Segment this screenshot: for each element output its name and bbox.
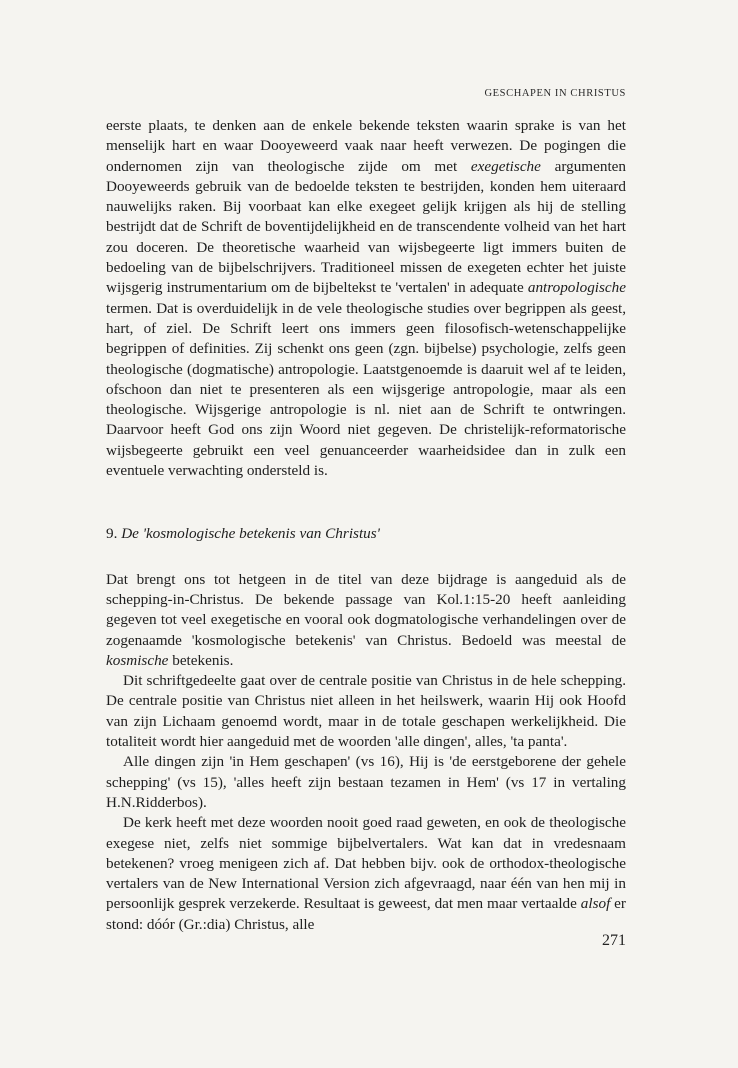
section-number: 9. — [106, 525, 118, 543]
paragraph: eerste plaats, te denken aan de enkele bekende teksten waarin sprake is van het menselijk hart en waar Dooyeweerd vaak naar heeft verwezen. De pogingen die ondernomen zijn van theologische zijde om met exegetische argumenten Dooyeweerds gebruik van de bedoelde teksten te bestrijden, konden hem uiteraard nauwelijks raken. Bij voorbaat kan elke exegeet gelijk krijgen als hij de stelling bestrijdt dat de Schrift de boventijdelijkheid en de transcendente volheid van het hart zou doceren. De theoretische waarheid van wijsbegeerte ligt immers buiten de bedoeling van de bijbelschrijvers. Traditioneel missen de exegeten echter het juiste wijsgerig instrumentarium om de bijbeltekst te 'vertalen' in adequate antropologische termen. Dat is overduidelijk in de vele theologische studies over begrippen als geest, hart, of ziel. De Schrift leert ons immers geen filosofisch-wetenschappelijke begrippen of definities. Zij schenkt ons geen (zgn. bijbelse) psychologie, zelfs geen theologische (dogmatische) antropologie. Laatstgenoemde is daaruit wel af te leiden, ofschoon dan niet te presenteren als een wijsgerige antropologie, maar als een theologische. Wijsgerige antropologie is nl. niet aan de Schrift te ontwringen. Daarvoor heeft God ons zijn Woord niet gegeven. De christelijk-reformatorische wijsbegeerte gebruikt een veel genuanceerder waarheidsidee dan in zulk een eventuele verwachting ondersteld is. — [106, 117, 626, 480]
emphasis: exegetische — [470, 157, 541, 175]
paragraph: Dat brengt ons tot hetgeen in de titel van deze bijdrage is aangeduid als de schepping-in-Christus. De bekende passage van Kol.1:15-20 heeft aanleiding gegeven tot veel exegetische en vooral ook dogmatologische verhandelingen over de zogenaamde 'kosmologische betekenis' van Christus. Bedoeld was meestal de kosmische betekenis. — [106, 570, 626, 669]
section-heading — [106, 524, 626, 544]
paragraph: Dit schriftgedeelte gaat over de centrale positie van Christus in de hele schepping. De centrale positie van Christus niet alleen in het heilswerk, waarin Hij ook Hoofd van zijn Lichaam genoemd wordt, maar in de totale geschapen werkelijkheid. Die totaliteit wordt hier aangeduid met de woorden 'alle dingen', alles, 'ta panta'. — [106, 672, 626, 751]
page-number: 271 — [602, 932, 626, 949]
emphasis: antropologische — [527, 279, 626, 297]
running-head: GESCHAPEN IN CHRISTUS — [484, 88, 626, 99]
emphasis: kosmische — [106, 651, 169, 669]
section-title: De 'kosmologische betekenis van Christus' — [121, 525, 380, 543]
paragraph: Alle dingen zijn 'in Hem geschapen' (vs 16), Hij is 'de eerstgeborene der gehele schepping' (vs 15), 'alles heeft zijn bestaan tezamen in Hem' (vs 17 in vertaling H.N.Ridderbos). — [106, 753, 626, 811]
body-text — [106, 116, 626, 935]
paragraph: De kerk heeft met deze woorden nooit goed raad geweten, en ook de theologische exegese niet, zelfs niet sommige bijbelvertalers. Wat kan dat in vredesnaam betekenen? vroeg menigeen zich af. Dat hebben bijv. ook de orthodox-theologische vertalers van de New International Version zich afgevraagd, naar één van hen mij in persoonlijk gesprek verzekerde. Resultaat is geweest, dat men maar vertaalde alsof er stond: dóór (Gr.:dia) Christus, alle — [106, 814, 626, 933]
emphasis: alsof — [580, 895, 611, 913]
